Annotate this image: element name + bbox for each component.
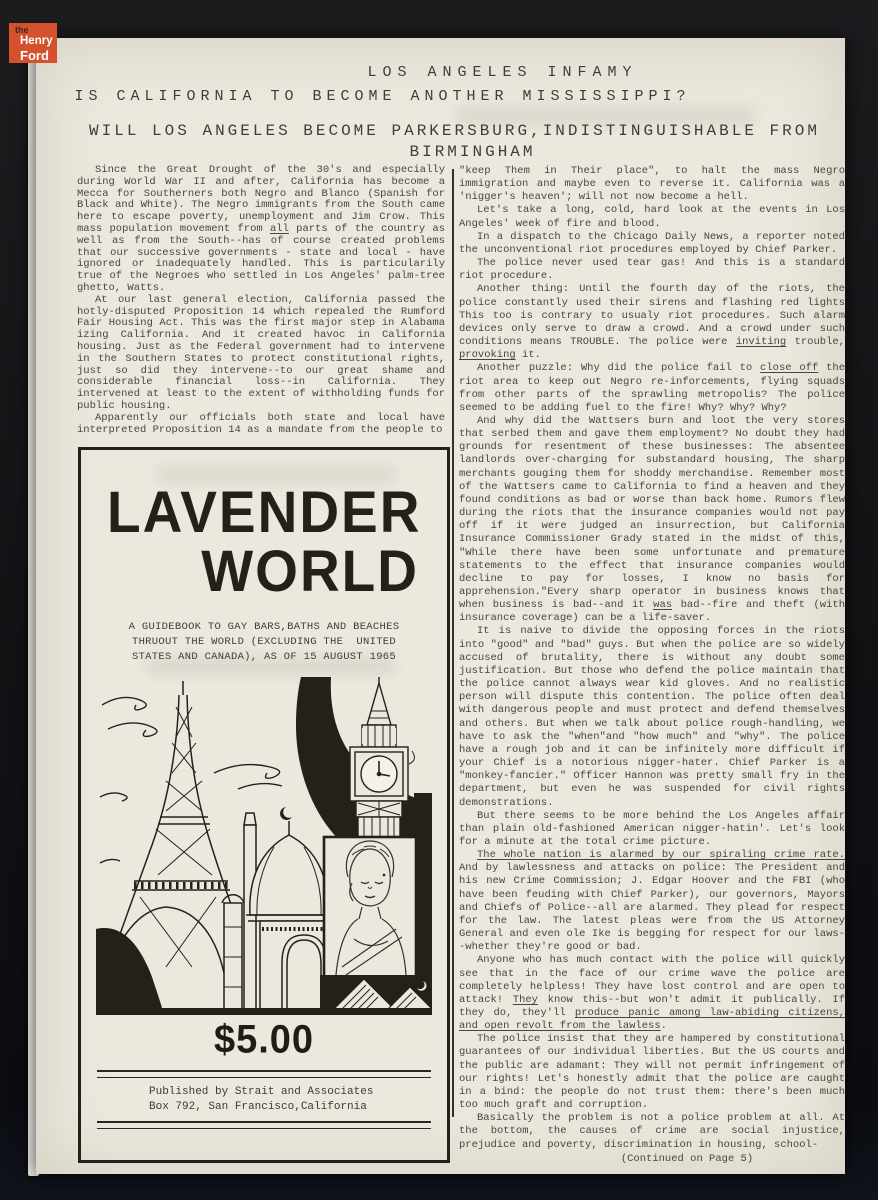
headline-line-4: BIRMINGHAM	[409, 143, 536, 161]
paragraph: In a dispatch to the Chicago Daily News, a reporter noted the unconventional riot procedures employed by Chief Parker.	[459, 230, 845, 256]
headline-line-2: IS CALIFORNIA TO BECOME ANOTHER MISSISSIPPI?	[74, 88, 691, 105]
column-divider	[452, 169, 454, 1117]
paragraph: At our last general election, California passed the hotly-disputed Proposition 14 which repealed the Rumford Fair Housing Act. This was the first major step in Alabama izing California. And it created havoc in California housing. Just as the Federal government had to intervene in the Southern States to protect constitutional rights, just so did they intervene--to our great shame and considerable financial loss--in California. They intervened at least to the extent of withholding funds for public housing.	[77, 293, 445, 412]
eiffel-tower	[106, 681, 238, 973]
pyramids-panel	[320, 975, 432, 1009]
logo-word-the: the	[15, 25, 29, 35]
headline	[36, 64, 845, 161]
paragraph: Let's take a long, cold, hard look at the events in Los Angeles' week of fire and blood.	[459, 204, 845, 230]
paragraph: And why did the Wattsers burn and loot the very stores that serbed them and gave them employment? No doubt they had grounds for resentment of these businesses: The absentee landlords over-charging for substandard housing, The sharp merchants gouging them for shoddy merchandise. Remember most of the Wattsers came to California to find a heaven and they found conditions as bad or worse than back home. Rumors flew during the riots that the insurance companies would not pay off if it were judged an insurrection, but California Insurance Commissioner Grady stated in the midst of this, "While there have been some unfortunate and premature statements to the effect that insurance companies would decline to pay for losses, I know no basis for apprehension."Every sharp operator in business knows that when business is bad--and it was bad--fire and theft (with insurance coverage) can be a life-saver.	[459, 414, 845, 625]
paragraph: The whole nation is alarmed by our spiraling crime rate. And by lawlessness and attacks on police: The President and his new Crime Commission; J. Edgar Hoover and the FBI (who have been feuding with Chief Parker), our governors, Mayors and Chiefs of Police--all are alarmed. They plead for respect for the law. The latest pleas were from the US Attorney General and even ole Ike is begging for respect for our laws--whether they're good or bad.	[459, 849, 845, 954]
left-column	[77, 165, 445, 436]
right-column	[459, 165, 845, 1166]
paragraph: But there seems to be more behind the Los Angeles affair than plain old-fashioned American nigger-hatin'. Let's look for a minute at the total crime picture.	[459, 809, 845, 848]
newsletter-page	[36, 38, 845, 1174]
ad-title-lavender: LAVENDER	[107, 479, 422, 545]
ad-price: $5.00	[213, 1017, 315, 1063]
ad-publisher	[81, 1085, 447, 1114]
paragraph: Another thing: Until the fourth day of the riots, the police constantly used their sirens and flashing red lights This too is contrary to usualy riot procedures. Such alarm devices only serve to draw a crowd. And a crowd under such conditions means TROUBLE. The police were inviting trouble, provoking it.	[459, 283, 845, 362]
ad-publisher-line-1: Published by Strait and Associates	[149, 1086, 374, 1098]
buddha-frame	[324, 837, 416, 977]
paragraph: The police never used tear gas! And this is a standard riot procedure.	[459, 257, 845, 283]
lavender-world-ad	[78, 447, 450, 1163]
logo-word-henry: Henry	[20, 35, 53, 47]
ad-publisher-line-2: Box 792, San Francisco,California	[149, 1100, 367, 1113]
divider-rule	[97, 1070, 431, 1078]
paragraph: It is naive to divide the opposing forces in the riots into "good" and "bad" guys. But when the police are so widely accused of brutality, there is without any doubt some justification. But those who defend the police maintain that the police cannot always wear kid gloves. And no realistic person will dispute this contention. The police often deal with dangerous people and must protect and defend themselves and others. But when we talk about police rough-handling, we have to ask the "when"and "how much" and "why". The police have a rough job and it can be infinitely more difficult if your Chief is a notorious nigger-hater. Chief Parker is a "monkey-fancier." Officer Hannon was pretty small fry in the department, but even he was suspended for civil rights demonstrations.	[459, 625, 845, 809]
paragraph: Basically the problem is not a police problem at all. At the bottom, the causes of crime are social injustice, prejudice and poverty, discrimination in housing, school-	[459, 1112, 845, 1151]
logo-word-ford: Ford	[20, 47, 49, 63]
paragraph: "keep Them in Their place", to halt the mass Negro immigration and maybe even to reverse it. California was a 'nigger's heaven'; will not now become a hell.	[459, 165, 845, 204]
headline-line-3: WILL LOS ANGELES BECOME PARKERSBURG,INDISTINGUISHABLE FROM	[89, 122, 820, 140]
ad-title-world: WORLD	[201, 538, 419, 604]
ad-subtitle-line-3: STATES AND CANADA), AS OF 15 AUGUST 1965	[131, 651, 397, 663]
black-ground	[96, 928, 164, 1015]
paragraph: Apparently our officials both state and local have interpreted Proposition 14 as a mandate from the people to	[77, 411, 445, 436]
divider-rule	[97, 1121, 431, 1129]
right-column-text	[459, 165, 845, 1152]
illustration-baseline	[96, 1008, 432, 1015]
henry-ford-logo	[9, 23, 57, 63]
continued-note: (Continued on Page 5)	[620, 1152, 754, 1165]
ad-subtitle-line-2: THRUOUT THE WORLD (EXCLUDING THE UNITED	[131, 636, 397, 648]
headline-line-1: LOS ANGELES INFAMY	[367, 64, 638, 81]
paragraph: Anyone who has much contact with the police will quickly see that in the face of our crime wave the police are completely helpless! They have lost control and are open to attack! They know this--but won't admit it publically. If they do, they'll produce panic among law-abiding citizens, and open revolt from the lawless.	[459, 954, 845, 1033]
paragraph: Another puzzle: Why did the police fail to close off the riot area to keep out Negro re-inforcements, flying squads from other parts of the sprawling metropolis? The police seemed to be adding fuel to the fire! Why? Why? Why?	[459, 362, 845, 414]
ad-subtitle	[81, 620, 447, 665]
world-landmarks-illustration	[96, 677, 432, 1015]
paragraph: The police insist that they are hampered by constitutional guarantees of our individual liberties. But the US courts and the public are adamant: They will not permit infringement of our rights! Let's honestly admit that the police are caught in a bind: the people do not trust them: there's been much too much graft and corruption.	[459, 1033, 845, 1112]
ad-subtitle-line-1: A GUIDEBOOK TO GAY BARS,BATHS AND BEACHES	[128, 621, 400, 633]
paragraph: Since the Great Drought of the 30's and especially during World War II and after, California has become a Mecca for Southerners both Negro and Blanco (Spanish for Black and White). The Negro immigrants from the South came here to escape poverty, unemployment and Jim Crow. This mass population movement from all parts of the country as well as from the South--has of course created problems that our successive governments - state and local - have ignored or inadequately handled. This is particularily true of the Negroes who settled in Los Angeles' palm-tree ghetto, Watts.	[77, 164, 446, 294]
